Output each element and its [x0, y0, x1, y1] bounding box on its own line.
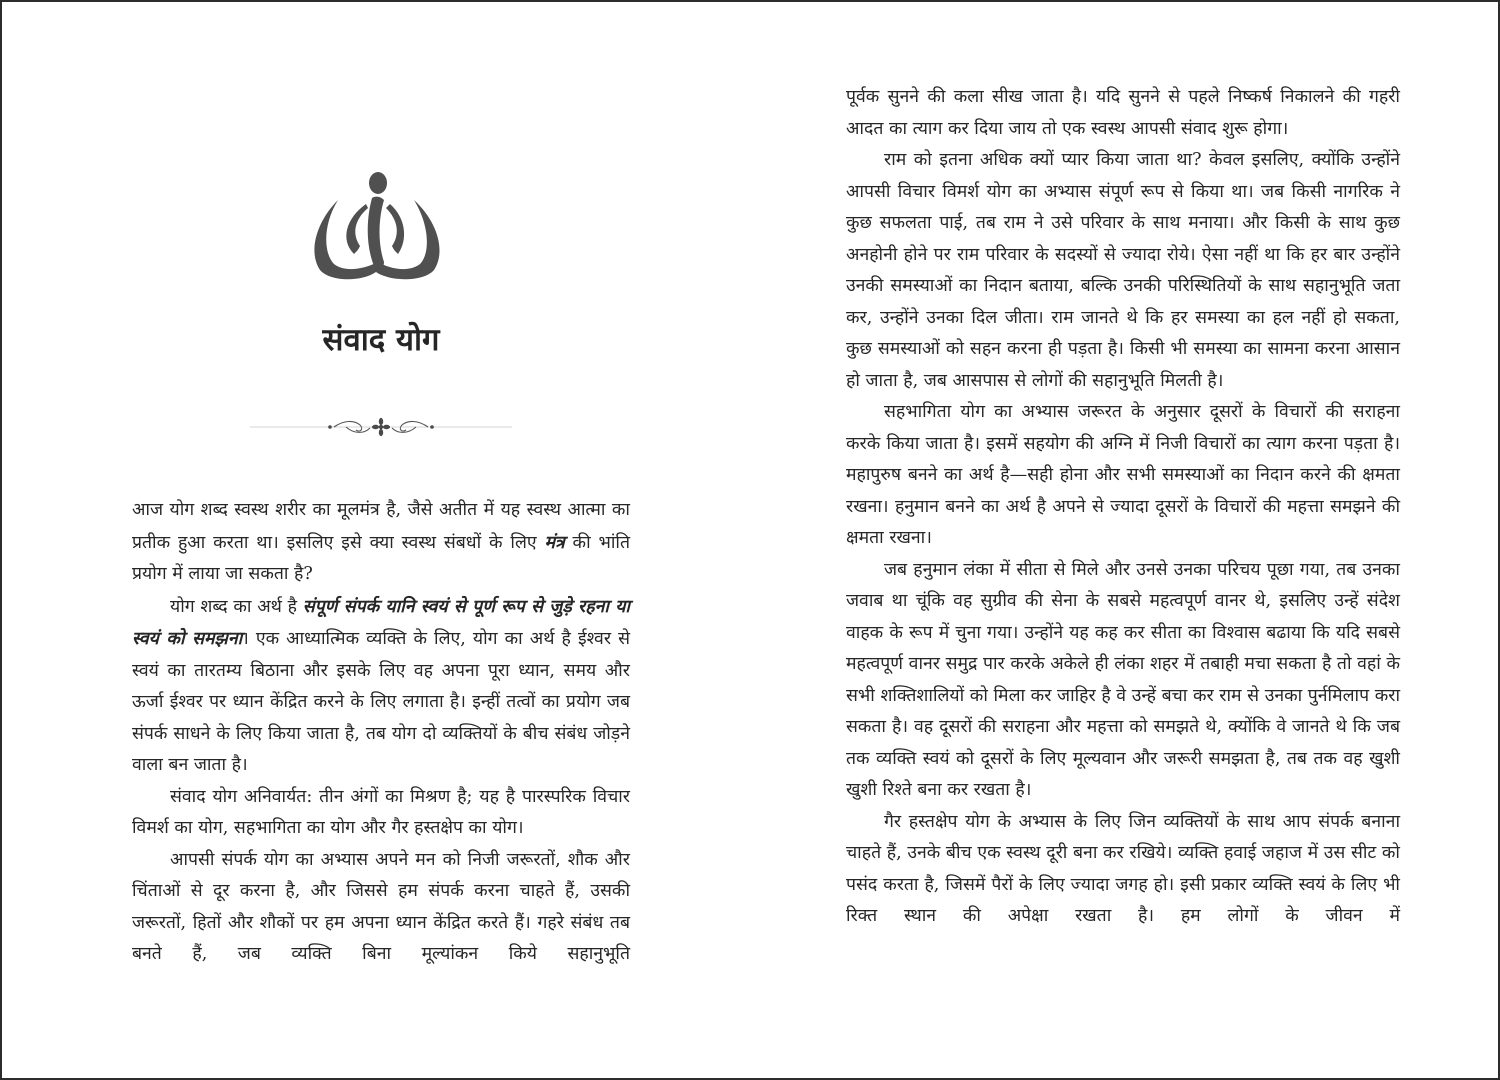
paragraph: आपसी संपर्क योग का अभ्यास अपने मन को निजी जरूरतों, शौक और चिंताओं से दूर करना है, और जिससे हम संपर्क करना चाहते हैं, उसकी जरूरतों, हितों और शौकों पर हम अपना ध्यान केंद्रित करते हैं। गहरे संबंध तब बनते हैं, जब व्यक्ति बिना मूल्यांकन किये सहानुभूति	[132, 849, 630, 964]
meditation-figure-icon	[302, 170, 450, 294]
left-page	[2, 2, 752, 1078]
emphasis-text: संपूर्ण संपर्क यानि स्वयं से पूर्ण रूप से जुड़े रहना या स्वयं को समझना	[132, 595, 630, 649]
paragraph: गैर हस्तक्षेप योग के अभ्यास के लिए जिन व्यक्तियों के साथ आप संपर्क बनाना चाहते हैं, उनके बीच एक स्वस्थ दूरी बना कर रखिये। व्यक्ति हवाई जहाज में उस सीट को पसंद करता है, जिसमें पैरों के लिए ज्यादा जगह हो। इसी प्रकार व्यक्ति स्वयं के लिए भी रिक्त स्थान की अपेक्षा रखता है। हम लोगों के जीवन में	[846, 811, 1400, 926]
floral-divider-ornament	[250, 412, 512, 442]
paragraph: योग शब्द का अर्थ है संपूर्ण संपर्क यानि स्वयं से पूर्ण रूप से जुड़े रहना या स्वयं को समझना। एक आध्यात्मिक व्यक्ति के लिए, योग का अर्थ है ईश्वर से स्वयं का तारतम्य बिठाना और इसके लिए वह अपना पूरा ध्यान, समय और ऊर्जा ईश्वर पर ध्यान केंद्रित करने के लिए लगाता है। इन्हीं तत्वों का प्रयोग जब संपर्क साधने के लिए किया जाता है, तब योग दो व्यक्तियों के बीच संबंध जोड़ने वाला बन जाता है।	[132, 595, 631, 775]
emphasis-text: मंत्र	[544, 531, 565, 553]
chapter-title: संवाद योग	[322, 322, 440, 358]
paragraph: राम को इतना अधिक क्यों प्यार किया जाता था? केवल इसलिए, क्योंकि उन्होंने आपसी विचार विमर्श योग का अभ्यास संपूर्ण रूप से किया था। जब किसी नागरिक ने कुछ सफलता पाई, तब राम ने उसे परिवार के साथ मनाया। और किसी के साथ कुछ अनहोनी होने पर राम परिवार के सदस्यों से ज्यादा रोये। ऐसा नहीं था कि हर बार उन्होंने उनकी समस्याओं का निदान बताया, बल्कि उनकी परिस्थितियों के साथ सहानुभूति जता कर, उन्होंने उनका दिल जीता। राम जानते थे कि हर समस्या का हल नहीं हो सकता, कुछ समस्याओं को सहन करना ही पड़ता है। किसी भी समस्या का सामना करना आसान हो जाता है, जब आसपास से लोगों की सहानुभूति मिलती है।	[846, 150, 1400, 391]
paragraph: सहभागिता योग का अभ्यास जरूरत के अनुसार दूसरों के विचारों की सराहना करके किया जाता है। इसमें सहयोग की अग्नि में निजी विचारों का त्याग करना पड़ता है। महापुरुष बनने का अर्थ है—सही होना और सभी समस्याओं का निदान करने की क्षमता रखना। हनुमान बनने का अर्थ है अपने से ज्यादा दूसरों के विचारों की महत्ता समझने की क्षमता रखना।	[846, 402, 1400, 548]
left-body-text	[132, 495, 630, 971]
paragraph: पूर्वक सुनने की कला सीख जाता है। यदि सुनने से पहले निष्कर्ष निकालने की गहरी आदत का त्याग कर दिया जाय तो एक स्वस्थ आपसी संवाद शुरू होगा।	[846, 87, 1400, 139]
paragraph: जब हनुमान लंका में सीता से मिले और उनसे उनका परिचय पूछा गया, तब उनका जवाब था चूंकि वह सुग्रीव की सेना के सबसे महत्वपूर्ण वानर थे, इसलिए उन्हें संदेश वाहक के रूप में चुना गया। उन्होंने यह कह कर सीता का विश्वास बढाया कि यदि सबसे महत्वपूर्ण वानर समुद्र पार करके अकेले ही लंका शहर में तबाही मचा सकता है तो वहां के सभी शक्तिशालियों को मिला कर जाहिर है वे उन्हें बचा कर राम से उनका पुर्नमिलाप करा सकता है। वह दूसरों की सराहना और महत्ता को समझते थे, क्योंकि वे जानते थे कि जब तक व्यक्ति स्वयं को दूसरों के लिए मूल्यवान और जरूरी समझता है, तब तक वह खुशी खुशी रिश्ते बना कर रखता है।	[846, 559, 1400, 800]
paragraph: संवाद योग अनिवार्यत: तीन अंगों का मिश्रण है; यह है पारस्परिक विचार विमर्श का योग, सहभागिता का योग और गैर हस्तक्षेप का योग।	[132, 786, 630, 838]
right-body-text	[846, 82, 1400, 933]
paragraph: आज योग शब्द स्वस्थ शरीर का मूलमंत्र है, जैसे अतीत में यह स्वस्थ आत्मा का प्रतीक हुआ करता था। इसलिए इसे क्या स्वस्थ संबधों के लिए मंत्र की भांति प्रयोग में लाया जा सकता है?	[132, 500, 630, 584]
